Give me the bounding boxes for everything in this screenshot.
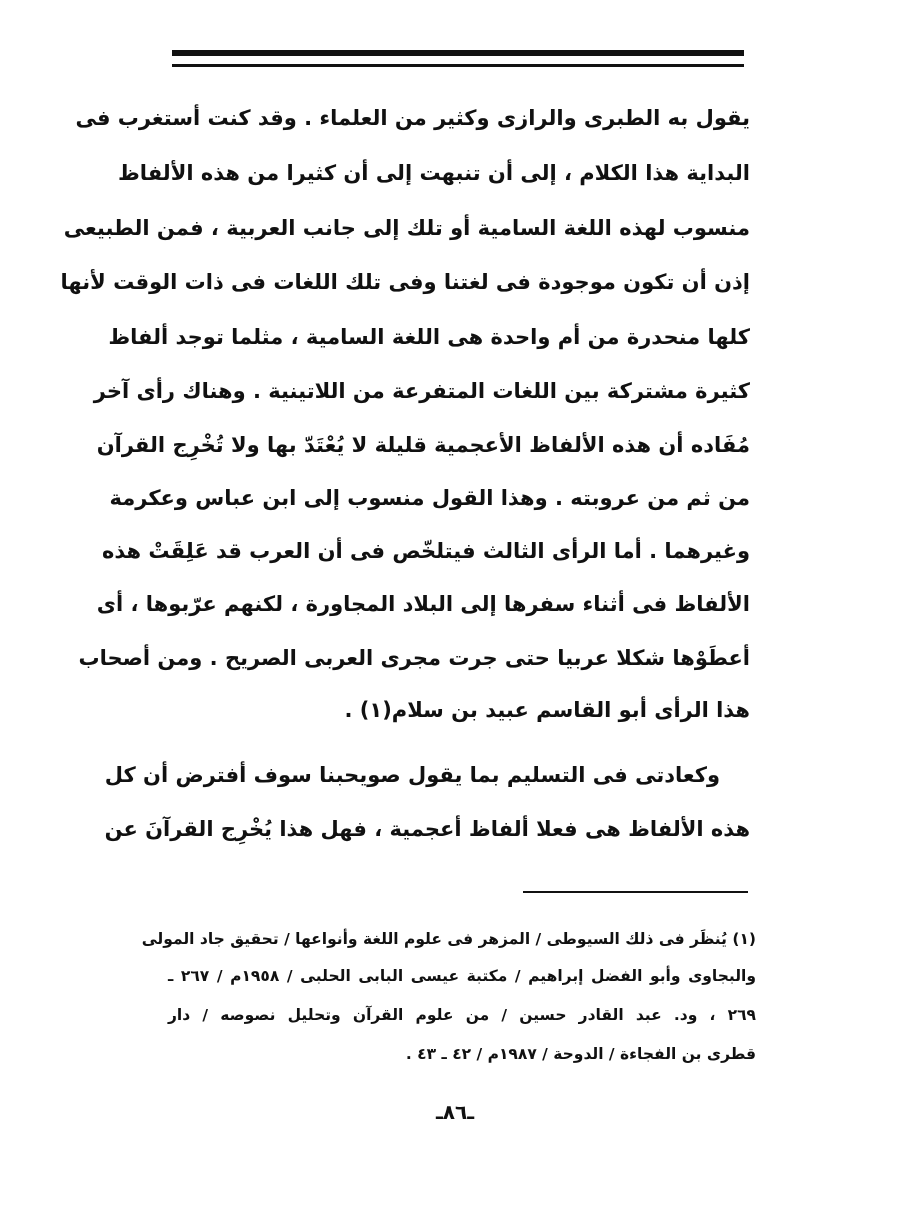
text-line: كثيرة مشتركة بين اللغات المتفرعة من اللاتينية . وهناك رأى آخر <box>93 379 750 403</box>
text-line: وكعادتى فى التسليم بما يقول صويحبنا سوف أفترض أن كل <box>104 763 720 787</box>
footnote-line: والبجاوى وأبو الفضل إبراهيم / مكتبة عيسى البابى الحلبى / ١٩٥٨م / ٢٦٧ ـ <box>168 967 756 985</box>
text-line: مُفَاده أن هذه الألفاظ الأعجمية قليلة لا يُعْتَدّ بها ولا تُخْرِج القرآن <box>96 433 750 457</box>
text-line: إذن أن تكون موجودة فى لغتنا وفى تلك اللغات فى ذات الوقت لأنها <box>60 270 750 294</box>
text-line: يقول به الطبرى والرازى وكثير من العلماء . وقد كنت أستغرب فى <box>75 106 750 130</box>
text-line: الألفاظ فى أثناء سفرها إلى البلاد المجاورة ، لكنهم عرّبوها ، أى <box>96 592 750 616</box>
text-line: هذا الرأى أبو القاسم عبيد بن سلام(١) . <box>344 698 750 722</box>
footnote-separator <box>523 891 748 893</box>
page-number: ـ٨٦ـ <box>435 1100 475 1124</box>
header-rule-thin <box>172 64 744 67</box>
text-line: وغيرهما . أما الرأى الثالث فيتلخّص فى أن العرب قد عَلِقَتْ هذه <box>102 539 750 563</box>
text-line: من ثم من عروبته . وهذا القول منسوب إلى ابن عباس وعكرمة <box>109 486 750 510</box>
text-line: هذه الألفاظ هى فعلا ألفاظ أعجمية ، فهل هذا يُخْرِج القرآنَ عن <box>104 817 750 841</box>
text-line: البداية هذا الكلام ، إلى أن تنبهت إلى أن كثيرا من هذه الألفاظ <box>118 161 750 185</box>
text-line: منسوب لهذه اللغة السامية أو تلك إلى جانب العربية ، فمن الطبيعى <box>63 216 750 240</box>
footnote-line: ٢٦٩ ، ود. عبد القادر حسين / من علوم القرآن وتحليل نصوصه / دار <box>168 1006 756 1024</box>
header-rule-thick <box>172 50 744 56</box>
footnote-line: (١) يُنظَر فى ذلك السيوطى / المزهر فى علوم اللغة وأنواعها / تحقيق جاد المولى <box>141 930 756 948</box>
footnote-line: قطرى بن الفجاءة / الدوحة / ١٩٨٧م / ٤٢ ـ ٤٣ . <box>405 1045 756 1063</box>
text-line: أعطَوْها شكلا عربيا حتى جرت مجرى العربى الصريح . ومن أصحاب <box>78 646 750 670</box>
text-line: كلها منحدرة من أم واحدة هى اللغة السامية ، مثلما توجد ألفاظ <box>108 325 750 349</box>
